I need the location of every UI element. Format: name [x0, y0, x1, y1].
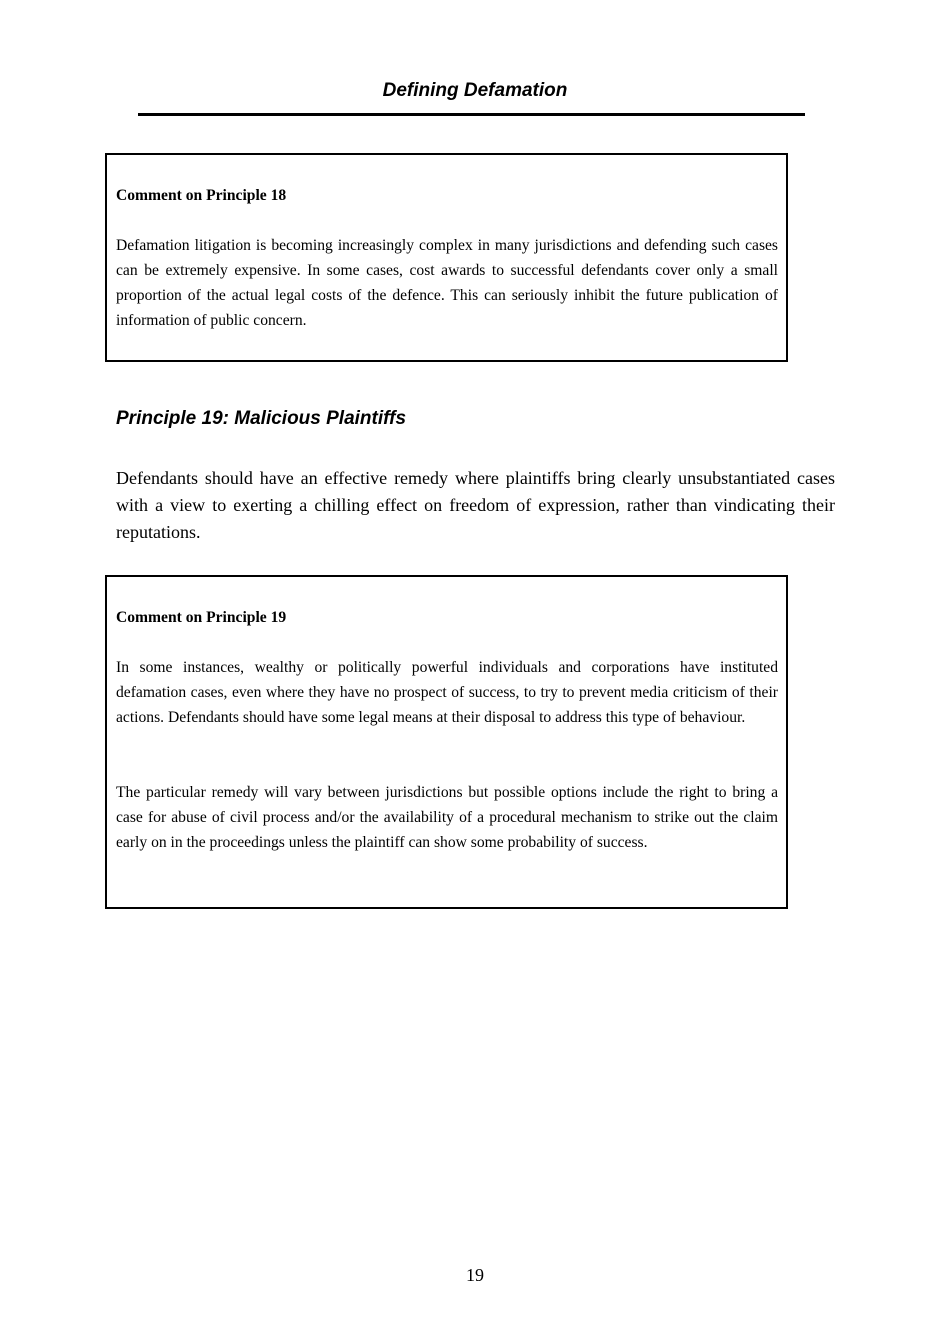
principle-heading: Principle 19: Malicious Plaintiffs: [116, 408, 407, 429]
comment-paragraph: The particular remedy will vary between jurisdictions but possible options include the right to bring a case for abuse of civil process and/or the availability of a procedural mechanism to strike out the claim early on in the proceedings unless the plaintiff can show some probability of success.: [116, 784, 778, 851]
comment-box-principle-18: [105, 153, 788, 362]
comment-paragraph: In some instances, wealthy or politically powerful individuals and corporations have instituted defamation cases, even where they have no prospect of success, to try to prevent media criticism of their actions. Defendants should have some legal means at their disposal to address this type of behaviour.: [116, 659, 778, 726]
principle-text: Defendants should have an effective remedy where plaintiffs bring clearly unsubstantiated cases with a view to exerting a chilling effect on freedom of expression, rather than vindicating their reputations.: [116, 468, 835, 542]
comment-box-principle-19: [105, 575, 788, 909]
comment-heading: Comment on Principle 18: [116, 187, 287, 204]
comment-heading: Comment on Principle 19: [116, 609, 287, 626]
running-header-title: Defining Defamation: [382, 80, 568, 101]
page-number: 19: [466, 1265, 484, 1285]
comment-paragraph: Defamation litigation is becoming increasingly complex in many jurisdictions and defending such cases can be extremely expensive. In some cases, cost awards to successful defendants cover only a small proportion of the actual legal costs of the defence. This can seriously inhibit the future publication of information of public concern.: [116, 237, 778, 329]
header-divider: [138, 113, 805, 116]
